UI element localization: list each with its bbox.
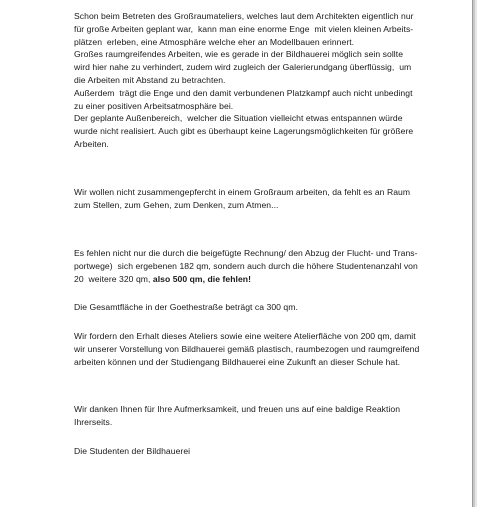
paragraph-missing-area (74, 247, 420, 285)
paragraph-thanks (74, 403, 420, 429)
text-line: Es fehlen nicht nur die durch die beigefügte Rechnung/ den Abzug der Flucht- und Trans- (74, 248, 418, 258)
text-line: wurde nicht realisiert. Auch gibt es überhaupt keine Lagerungsmöglichkeiten für größere (74, 126, 414, 137)
paragraph-space-complaint (74, 186, 420, 212)
text-line: Schon beim Betreten des Großraumateliers, welches laut dem Architekten eigentlich nur (74, 11, 414, 21)
text-line: zu einer positiven Arbeitsatmosphäre bei. (74, 100, 234, 111)
text-line: Arbeiten. (74, 138, 109, 149)
text-line-plain: 20 weitere 320 qm, (74, 273, 153, 284)
signature-text: Die Studenten der Bildhauerei (74, 446, 191, 456)
text-line: Der geplante Außenbereich, welcher die Situation vielleicht etwas entspannen würde (74, 113, 403, 124)
paragraph-total-area (74, 301, 420, 314)
text-line: für große Arbeiten geplant war, kann man eine enorme Enge mit vielen kleinen Arbeits- (74, 23, 414, 34)
text-line: Die Gesamtfläche in der Goethestraße beträgt ca 300 qm. (74, 302, 298, 312)
text-line: arbeiten können und der Studiengang Bildhauerei eine Zukunft an dieser Schule hat. (74, 356, 401, 367)
text-line: Wir danken Ihnen für Ihre Aufmerksamkeit, und freuen uns auf eine baldige Reaktion (74, 404, 401, 414)
text-line: Ihrerseits. (74, 416, 113, 427)
text-line: Großes raumgreifendes Arbeiten, wie es gerade in der Bildhauerei möglich sein sollte (74, 49, 404, 60)
text-line: Außerdem trägt die Enge und den damit verbundenen Platzkampf auch nicht unbedingt (74, 87, 413, 98)
signature (74, 445, 420, 458)
text-line: die Arbeiten mit Abstand zu betrachten. (74, 74, 226, 85)
text-line: zum Stellen, zum Gehen, zum Denken, zum Atmen... (74, 199, 279, 210)
paragraph-studio-description (74, 10, 420, 151)
text-line: wir unserer Vorstellung von Bildhauerei gemäß plastisch, raumbezogen und raumgreifend (74, 343, 420, 354)
text-line: Wir fordern den Erhalt dieses Ateliers sowie eine weitere Atelierfläche von 200 qm, damit (74, 331, 416, 341)
text-line: wird hier nahe zu verhindert, zudem wird zugleich der Galerierundgang überflüssig, um (74, 62, 412, 73)
text-line: plätzen erleben, eine Atmosphäre welche eher an Modellbauen erinnert. (74, 36, 355, 47)
paragraph-demand (74, 330, 420, 368)
text-line: portwege) sich ergebenen 182 qm, sondern auch durch die höhere Studentenanzahl von (74, 260, 418, 271)
text-line: Wir wollen nicht zusammengepfercht in einem Großraum arbeiten, da fehlt es an Raum (74, 187, 411, 197)
text-line (74, 273, 420, 286)
text-line-emphasis: also 500 qm, die fehlen! (152, 273, 252, 284)
